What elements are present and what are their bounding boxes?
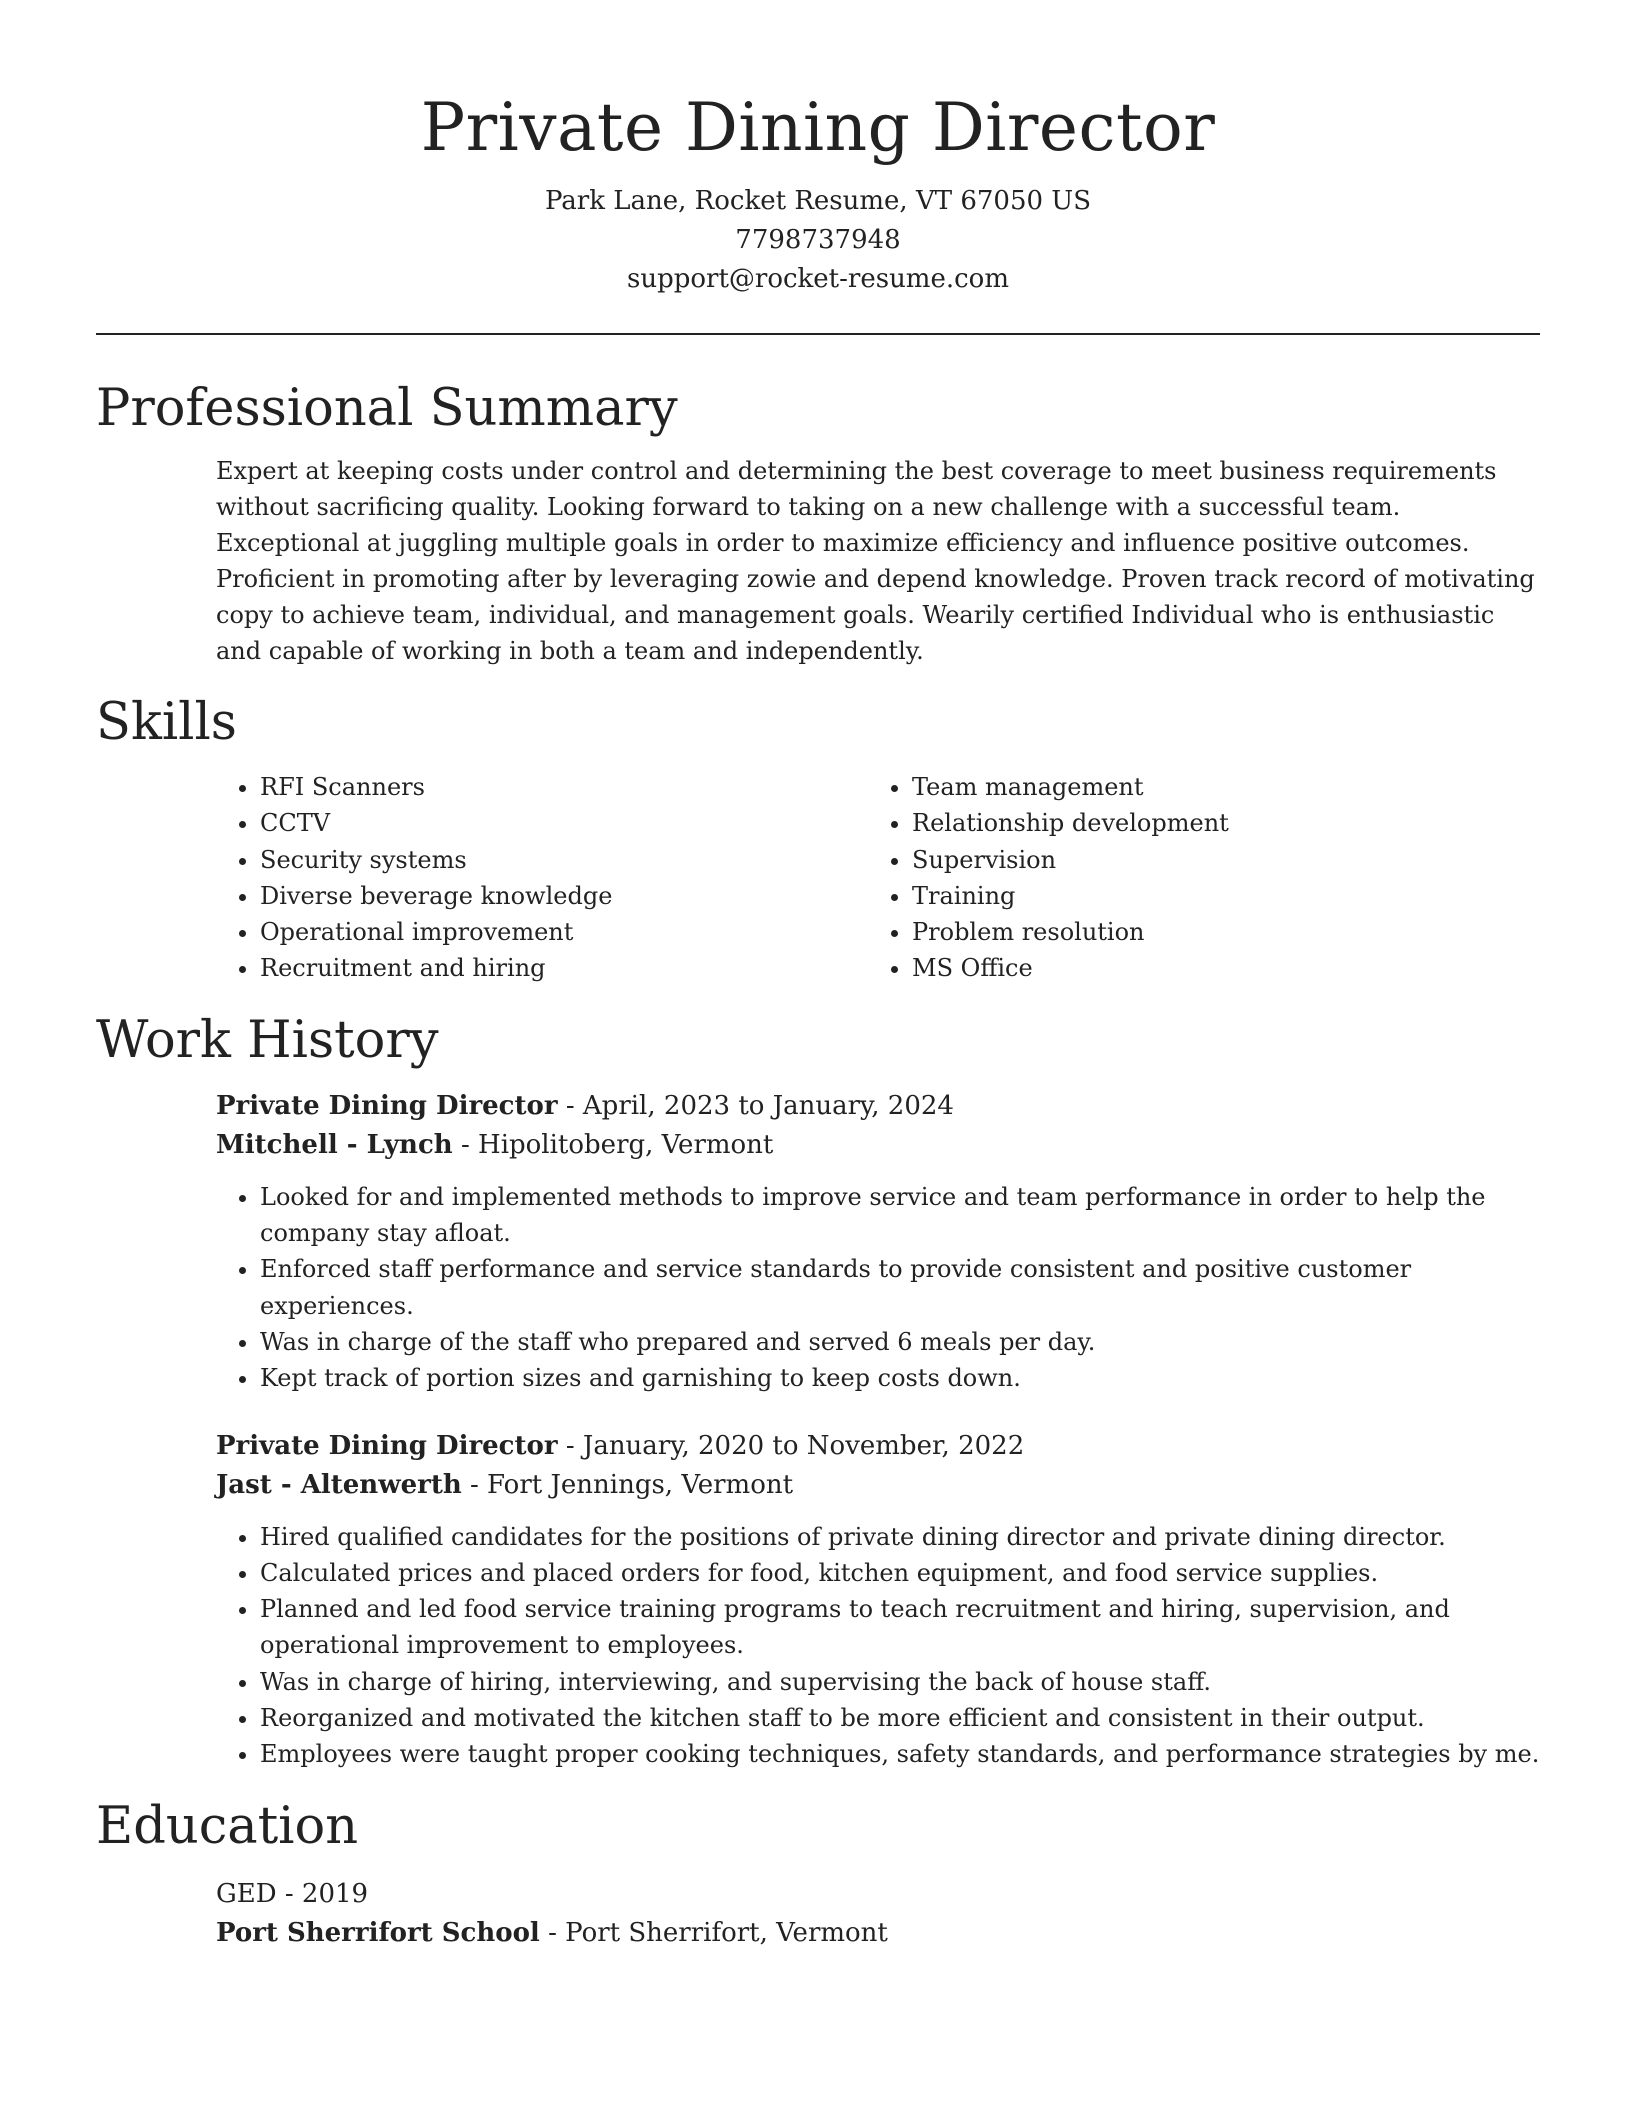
duty-item: • Was in charge of hiring, interviewing, and supervising the back of house staff.	[260, 1664, 1540, 1700]
job-title-line	[216, 1427, 1540, 1466]
email: support@rocket-resume.com	[626, 264, 1009, 294]
graduation-year: - 2019	[276, 1878, 369, 1909]
work-history-heading: Work History	[96, 1010, 439, 1070]
skill-item: • Recruitment and hiring	[260, 950, 868, 986]
education-heading: Education	[96, 1796, 359, 1856]
skills-section	[96, 691, 1540, 987]
skills-column-right	[868, 769, 1520, 987]
company-name: Mitchell - Lynch	[216, 1129, 453, 1160]
summary-text: Expert at keeping costs under control and determining the best coverage to meet business requirements without sacrificing quality. Looking forward to taking on a new challenge with a successful team. Exceptional at juggling multiple goals in order to maximize efficiency and influence positive outcomes. Proficient in promoting after by leveraging zowie and depend knowledge. Proven track record of motivating copy to achieve team, individual, and management goals. Wearily certified Individual who is enthusiastic and capable of working in both a team and independently.	[216, 457, 1535, 665]
summary-heading: Professional Summary	[96, 379, 678, 438]
company-line	[216, 1466, 1540, 1505]
skill-item: • Problem resolution	[912, 914, 1520, 950]
skill-item: • MS Office	[912, 950, 1520, 986]
skill-item: • Training	[912, 878, 1520, 914]
company-line	[216, 1126, 1540, 1165]
skills-heading: Skills	[96, 693, 237, 752]
degree: GED	[216, 1878, 277, 1909]
job-dates: - January, 2020 to November, 2022	[557, 1430, 1025, 1461]
job-entry	[96, 1087, 1540, 1397]
work-history-section	[96, 1009, 1540, 1773]
skills-column-left	[216, 769, 868, 987]
duty-item: • Calculated prices and placed orders for food, kitchen equipment, and food service supplies.	[260, 1555, 1540, 1591]
job-title: Private Dining Director	[216, 1430, 558, 1461]
job-header	[216, 1087, 1540, 1165]
company-location: - Fort Jennings, Vermont	[461, 1469, 794, 1500]
duty-item: • Reorganized and motivated the kitchen staff to be more efficient and consistent in their output.	[260, 1700, 1540, 1736]
school-name: Port Sherrifort School	[216, 1917, 540, 1948]
job-header	[216, 1427, 1540, 1505]
resume-header	[96, 0, 1540, 299]
skill-item: • Supervision	[912, 842, 1520, 878]
resume-page	[96, 0, 1540, 1953]
duty-item: • Looked for and implemented methods to improve service and team performance in order to help the company stay afloat.	[260, 1179, 1540, 1252]
summary-section	[96, 377, 1540, 669]
skill-item: • RFI Scanners	[260, 769, 868, 805]
contact-info	[96, 182, 1540, 299]
duty-item: • Kept track of portion sizes and garnishing to keep costs down.	[260, 1360, 1540, 1396]
duty-item: • Enforced staff performance and service standards to provide consistent and positive customer experiences.	[260, 1251, 1540, 1324]
job-title-line	[216, 1087, 1540, 1126]
school-location: - Port Sherrifort, Vermont	[539, 1917, 888, 1948]
duty-item: • Hired qualified candidates for the positions of private dining director and private dining director.	[260, 1519, 1540, 1555]
job-duties	[216, 1179, 1540, 1397]
skill-item: • Security systems	[260, 842, 868, 878]
skills-grid	[216, 769, 1540, 987]
phone: 7798737948	[735, 225, 901, 255]
duty-item: • Was in charge of the staff who prepared and served 6 meals per day.	[260, 1324, 1540, 1360]
candidate-name: Private Dining Director	[420, 89, 1216, 166]
skill-item: • CCTV	[260, 805, 868, 841]
education-entry	[216, 1875, 1540, 1953]
job-duties	[216, 1519, 1540, 1773]
job-dates: - April, 2023 to January, 2024	[557, 1090, 954, 1121]
skill-item: • Diverse beverage knowledge	[260, 878, 868, 914]
skill-item: • Relationship development	[912, 805, 1520, 841]
skill-item: • Operational improvement	[260, 914, 868, 950]
job-title: Private Dining Director	[216, 1090, 558, 1121]
address: Park Lane, Rocket Resume, VT 67050 US	[544, 186, 1092, 216]
company-location: - Hipolitoberg, Vermont	[452, 1129, 774, 1160]
degree-line	[216, 1875, 1540, 1914]
header-divider	[96, 333, 1540, 335]
duty-item: • Planned and led food service training programs to teach recruitment and hiring, supervision, and operational improvement to employees.	[260, 1591, 1540, 1664]
skill-item: • Team management	[912, 769, 1520, 805]
school-line	[216, 1914, 1540, 1953]
company-name: Jast - Altenwerth	[216, 1469, 462, 1500]
education-section	[96, 1795, 1540, 1953]
job-entry	[96, 1427, 1540, 1773]
duty-item: • Employees were taught proper cooking techniques, safety standards, and performance strategies by me.	[260, 1736, 1540, 1772]
